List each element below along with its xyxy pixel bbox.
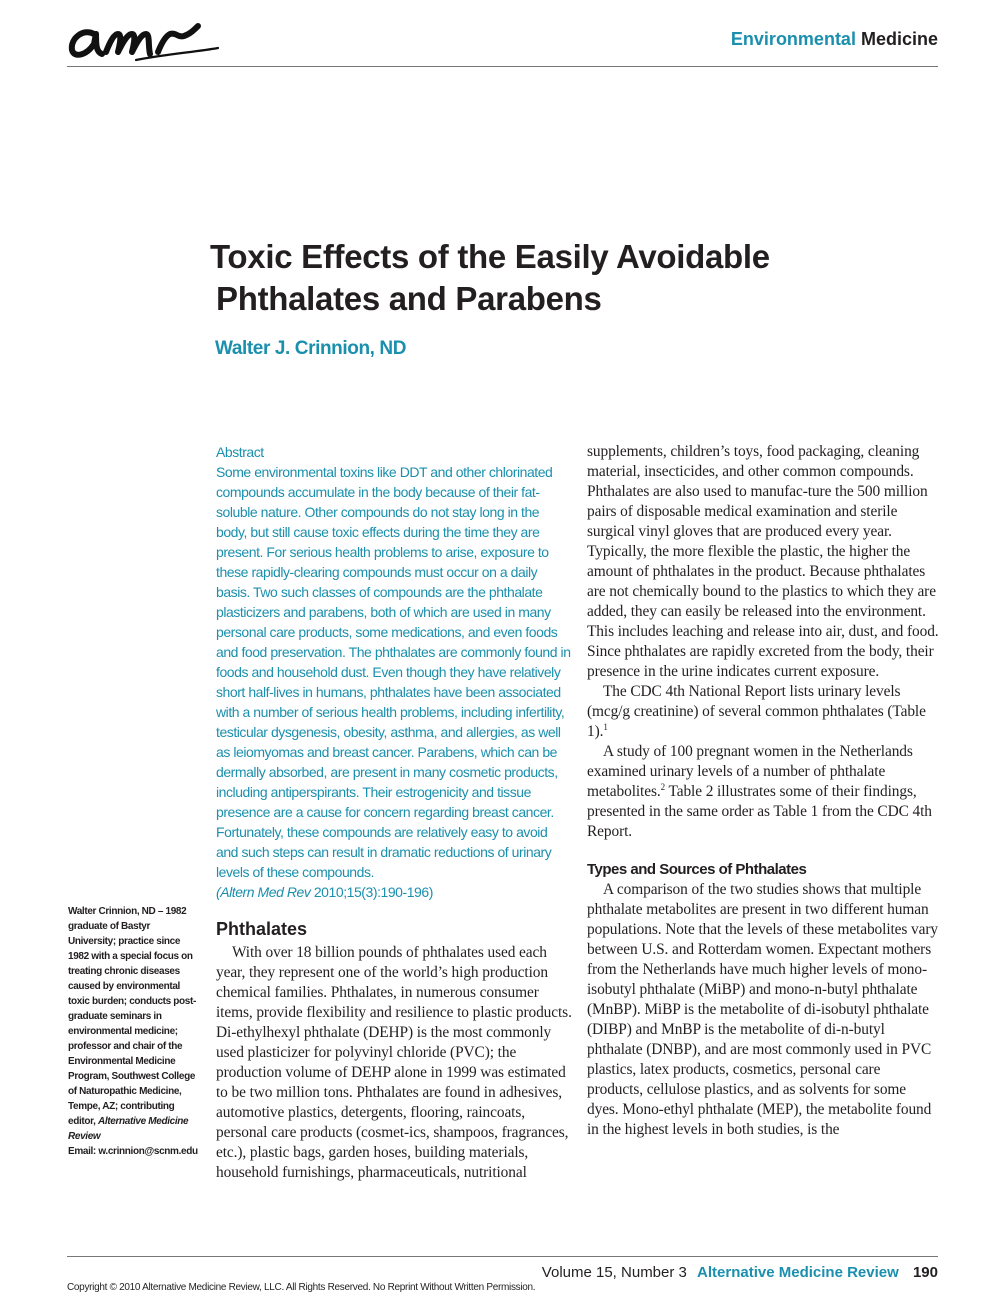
body-column-2 bbox=[587, 442, 939, 1140]
heading-phthalates: Phthalates bbox=[216, 919, 308, 939]
reference-1[interactable]: 1 bbox=[603, 721, 608, 732]
body-column-1 bbox=[216, 943, 576, 1183]
paragraph-text: The CDC 4th National Report lists urinary levels (mcg/g creatinine) of several common phthalates (Table 1). bbox=[587, 683, 926, 740]
paragraph-text: A study of 100 pregnant women in the Netherlands examined urinary levels of a number of phthalate metabolites. bbox=[587, 743, 913, 800]
section-word-medicine: Medicine bbox=[860, 29, 938, 49]
paragraph: supplements, children’s toys, food packaging, cleaning material, insecticides, and other common compounds. Phthalates are also used to manufac-ture the 500 million pairs of disposable medical examination and sterile surgical vinyl gloves that are produced every year. Typically, the more flexible the plastic, the higher the amount of phthalates in the product. Because phthalates are not chemically bound to the plastics to which they are added, they can easily be released into the environment. This includes leaching and release into air, dust, and food. Since phthalates are rapidly excreted from the body, their presence in the urine indicates current exposure. bbox=[587, 443, 939, 680]
citation-details: 2010;15(3):190-196) bbox=[310, 884, 433, 900]
paragraph-text: Table 2 illustrates some of their findings, presented in the same order as Table 1 from the CDC 4th Report. bbox=[587, 783, 932, 840]
abstract-body: Some environmental toxins like DDT and other chlorinated compounds accumulate in the body because of their fat-soluble nature. Other compounds do not stay long in the body, but still cause toxic effects during the time they are present. For serious health problems to arise, exposure to these rapidly-clearing compounds must occur on a daily basis. Two such classes of compounds are the phthalate plasticizers and parabens, both of which are used in many personal care products, some medications, and even foods and food preservation. The phthalates are commonly found in foods and household dust. Even though they have relatively short half-lives in humans, phthalates have been associated with a number of serious health problems, including infertility, testicular dysgenesis, obesity, asthma, and allergies, as well as leiomyomas and breast cancer. Parabens, which can be dermally absorbed, are present in many cosmetic products, including antiperspirants. Their estrogenicity and tissue presence are a cause for concern regarding breast cancer. Fortunately, these compounds are relatively easy to avoid and such steps can result in dramatic reductions of urinary levels of these compounds. bbox=[216, 464, 571, 880]
footer-rule bbox=[67, 1256, 938, 1257]
section-word-environmental: Environmental bbox=[730, 29, 856, 49]
abstract-heading: Abstract bbox=[216, 444, 264, 460]
footer-journal: Alternative Medicine Review bbox=[697, 1264, 899, 1281]
amr-logo bbox=[66, 8, 226, 68]
header-rule bbox=[67, 66, 938, 67]
paragraph-netherlands-study bbox=[587, 742, 939, 842]
abstract-citation bbox=[216, 882, 572, 902]
author-bio-journal: Alternative Medicine Review bbox=[68, 1116, 189, 1142]
abstract bbox=[216, 442, 572, 902]
footer bbox=[542, 1264, 938, 1281]
citation-journal: (Altern Med Rev bbox=[216, 884, 311, 900]
title-line-1: Toxic Effects of the Easily Avoidable bbox=[210, 238, 770, 275]
paragraph: A comparison of the two studies shows that multiple phthalate metabolites are present in two different human populations. Note that the levels of these metabolites vary between U.S. and Rotterdam women. Expectant mothers from the Netherlands have much higher levels of mono-isobutyl phthalate (MiBP) and mono-n-butyl phthalate (MnBP). MiBP is the metabolite of di-isobutyl phthalate (DIBP) and MnBP is the metabolite of di-n-butyl phthalate (DNBP), and are most commonly used in PVC plastics, latex products, cosmetics, personal care products, cellulose plastics, and as solvents for some dyes. Mono-ethyl phthalate (MEP), the metabolite found in the highest levels in both studies, is the bbox=[587, 881, 938, 1138]
copyright-notice: Copyright © 2010 Alternative Medicine Review, LLC. All Rights Reserved. No Reprint Without Written Permission. bbox=[67, 1282, 536, 1293]
reference-2[interactable]: 2 bbox=[660, 781, 666, 792]
article-title bbox=[210, 236, 910, 320]
author-bio-text: Walter Crinnion, ND – 1982 graduate of Bastyr University; practice since 1982 with a special focus on treating chronic diseases caused by environmental toxic burden; conducts post-graduate seminars in environmental medicine; professor and chair of the Environmental Medicine Program, Southwest College of Naturopathic Medicine, Tempe, AZ; contributing editor, bbox=[68, 906, 196, 1127]
paragraph: With over 18 billion pounds of phthalates used each year, they represent one of the world’s high production chemical families. Phthalates, in numerous consumer items, provide flexibility and resilience to plastic products. Di-ethylhexyl phthalate (DEHP) is the most commonly used plasticizer for polyvinyl chloride (PVC); the production volume of DEHP alone in 1999 was estimated to be two million tons. Phthalates are found in adhesives, automotive plastics, detergents, flooring, raincoats, personal care products (cosmet-ics, shampoos, fragrances, etc.), plastic bags, garden hoses, building materials, household furnishings, pharmaceuticals, nutritional bbox=[216, 944, 572, 1181]
author-bio bbox=[68, 904, 198, 1159]
heading-types-sources: Types and Sources of Phthalates bbox=[587, 861, 807, 878]
section-tag bbox=[731, 29, 938, 50]
title-line-2: Phthalates and Parabens bbox=[216, 280, 602, 317]
footer-volume: Volume 15, Number 3 bbox=[541, 1264, 687, 1281]
author-email: Email: w.crinnion@scnm.edu bbox=[68, 1146, 198, 1157]
paragraph-cdc-report bbox=[587, 682, 939, 742]
page-number: 190 bbox=[912, 1264, 938, 1281]
author-name: Walter J. Crinnion, ND bbox=[215, 338, 407, 359]
